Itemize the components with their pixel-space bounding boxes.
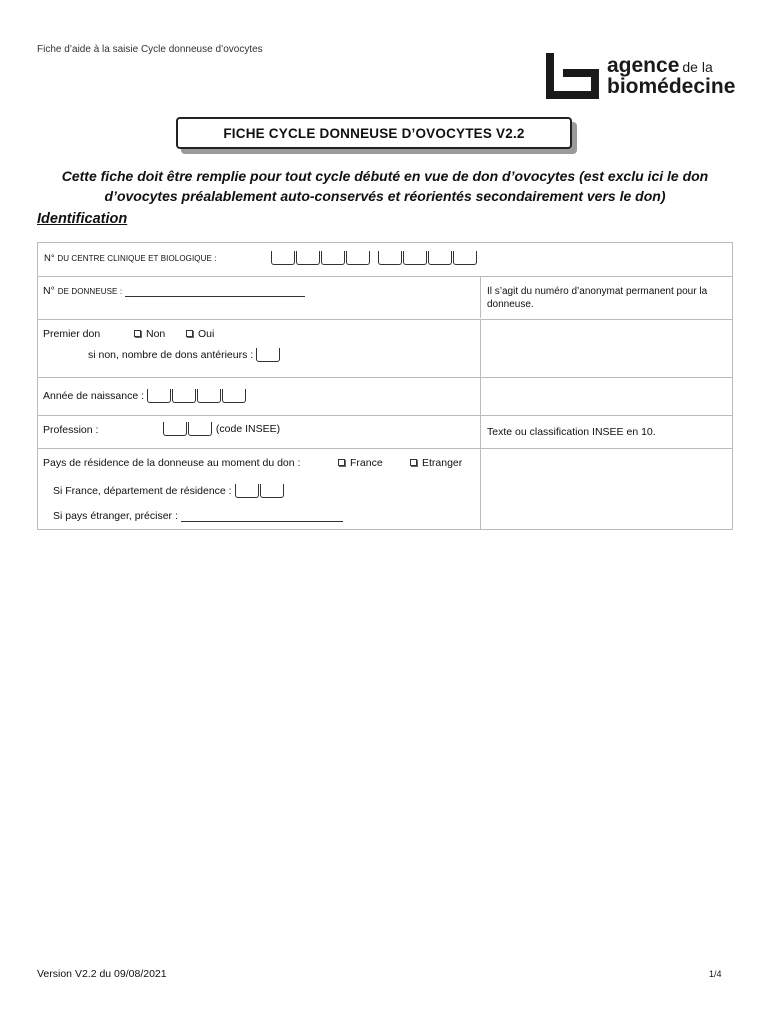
profession-note: Texte ou classification INSEE en 10. <box>487 426 656 438</box>
donneuse-label: DE DONNEUSE : <box>57 287 123 296</box>
logo-mark-icon <box>545 52 603 100</box>
agence-biomedecine-logo <box>545 50 735 102</box>
centre-number-field[interactable] <box>271 251 478 265</box>
pays-france-option[interactable] <box>338 457 383 469</box>
checkbox-etranger[interactable] <box>410 459 417 466</box>
running-header: Fiche d’aide à la saisie Cycle donneuse d’ovocytes <box>37 44 263 55</box>
donneuse-note: Il s’agit du numéro d’anonymat permanent pour la donneuse. <box>487 286 708 310</box>
row-donneuse <box>38 277 732 320</box>
premier-don-label: Premier don <box>43 328 101 340</box>
donneuse-prefix: N° <box>43 285 55 297</box>
row-centre <box>38 243 732 277</box>
pays-etranger-field[interactable] <box>181 511 343 522</box>
pays-etranger-option[interactable] <box>410 457 462 469</box>
checkbox-oui[interactable] <box>186 330 193 337</box>
nb-dons-label: si non, nombre de dons antérieurs : <box>88 348 254 361</box>
pays-note <box>481 449 732 529</box>
logo-text-de-la: de la <box>682 59 713 75</box>
annee-label: Année de naissance : <box>43 389 144 402</box>
profession-code-label: (code INSEE) <box>215 422 281 435</box>
profession-code-field[interactable] <box>163 422 213 436</box>
centre-prefix: N° <box>44 253 55 264</box>
departement-field[interactable] <box>235 484 285 498</box>
section-title-identification: Identification <box>37 211 128 227</box>
option-non-label: Non <box>146 328 166 340</box>
checkbox-france[interactable] <box>338 459 345 466</box>
centre-label <box>44 253 217 266</box>
premier-don-note <box>481 320 732 377</box>
identification-table <box>37 242 733 530</box>
annee-field[interactable] <box>147 389 247 403</box>
pays-etranger-label: Si pays étranger, préciser : <box>53 510 178 522</box>
profession-label: Profession : <box>43 424 99 436</box>
premier-don-oui-option[interactable] <box>186 328 214 340</box>
intro-paragraph: Cette fiche doit être remplie pour tout cycle débuté en vue de don d’ovocytes (est exclu ici le don d’ovocytes préalablement auto-conservés et réorientés secondairement vers le don) <box>61 168 709 204</box>
option-etranger-label: Etranger <box>422 457 463 469</box>
pays-label: Pays de résidence de la donneuse au moment du don : <box>43 457 301 469</box>
option-oui-label: Oui <box>198 328 215 340</box>
departement-label: Si France, département de résidence : <box>53 484 232 497</box>
nb-dons-field[interactable] <box>256 348 281 362</box>
checkbox-non[interactable] <box>134 330 141 337</box>
logo-text-biomedecine: biomédecine <box>607 75 736 98</box>
page-number: 1/4 <box>709 969 722 979</box>
logo-text-agence: agence <box>607 54 680 77</box>
donneuse-number-field[interactable] <box>125 286 305 297</box>
centre-label-text: DU CENTRE CLINIQUE ET BIOLOGIQUE : <box>57 254 217 263</box>
row-annee <box>38 378 732 416</box>
premier-don-non-option[interactable] <box>134 328 165 340</box>
row-premier-don <box>38 320 732 378</box>
row-pays <box>38 449 732 529</box>
annee-note <box>481 378 732 415</box>
row-profession <box>38 416 732 449</box>
option-france-label: France <box>350 457 383 469</box>
form-title: FICHE CYCLE DONNEUSE D’OVOCYTES V2.2 <box>176 117 572 149</box>
version-footer: Version V2.2 du 09/08/2021 <box>37 968 167 980</box>
